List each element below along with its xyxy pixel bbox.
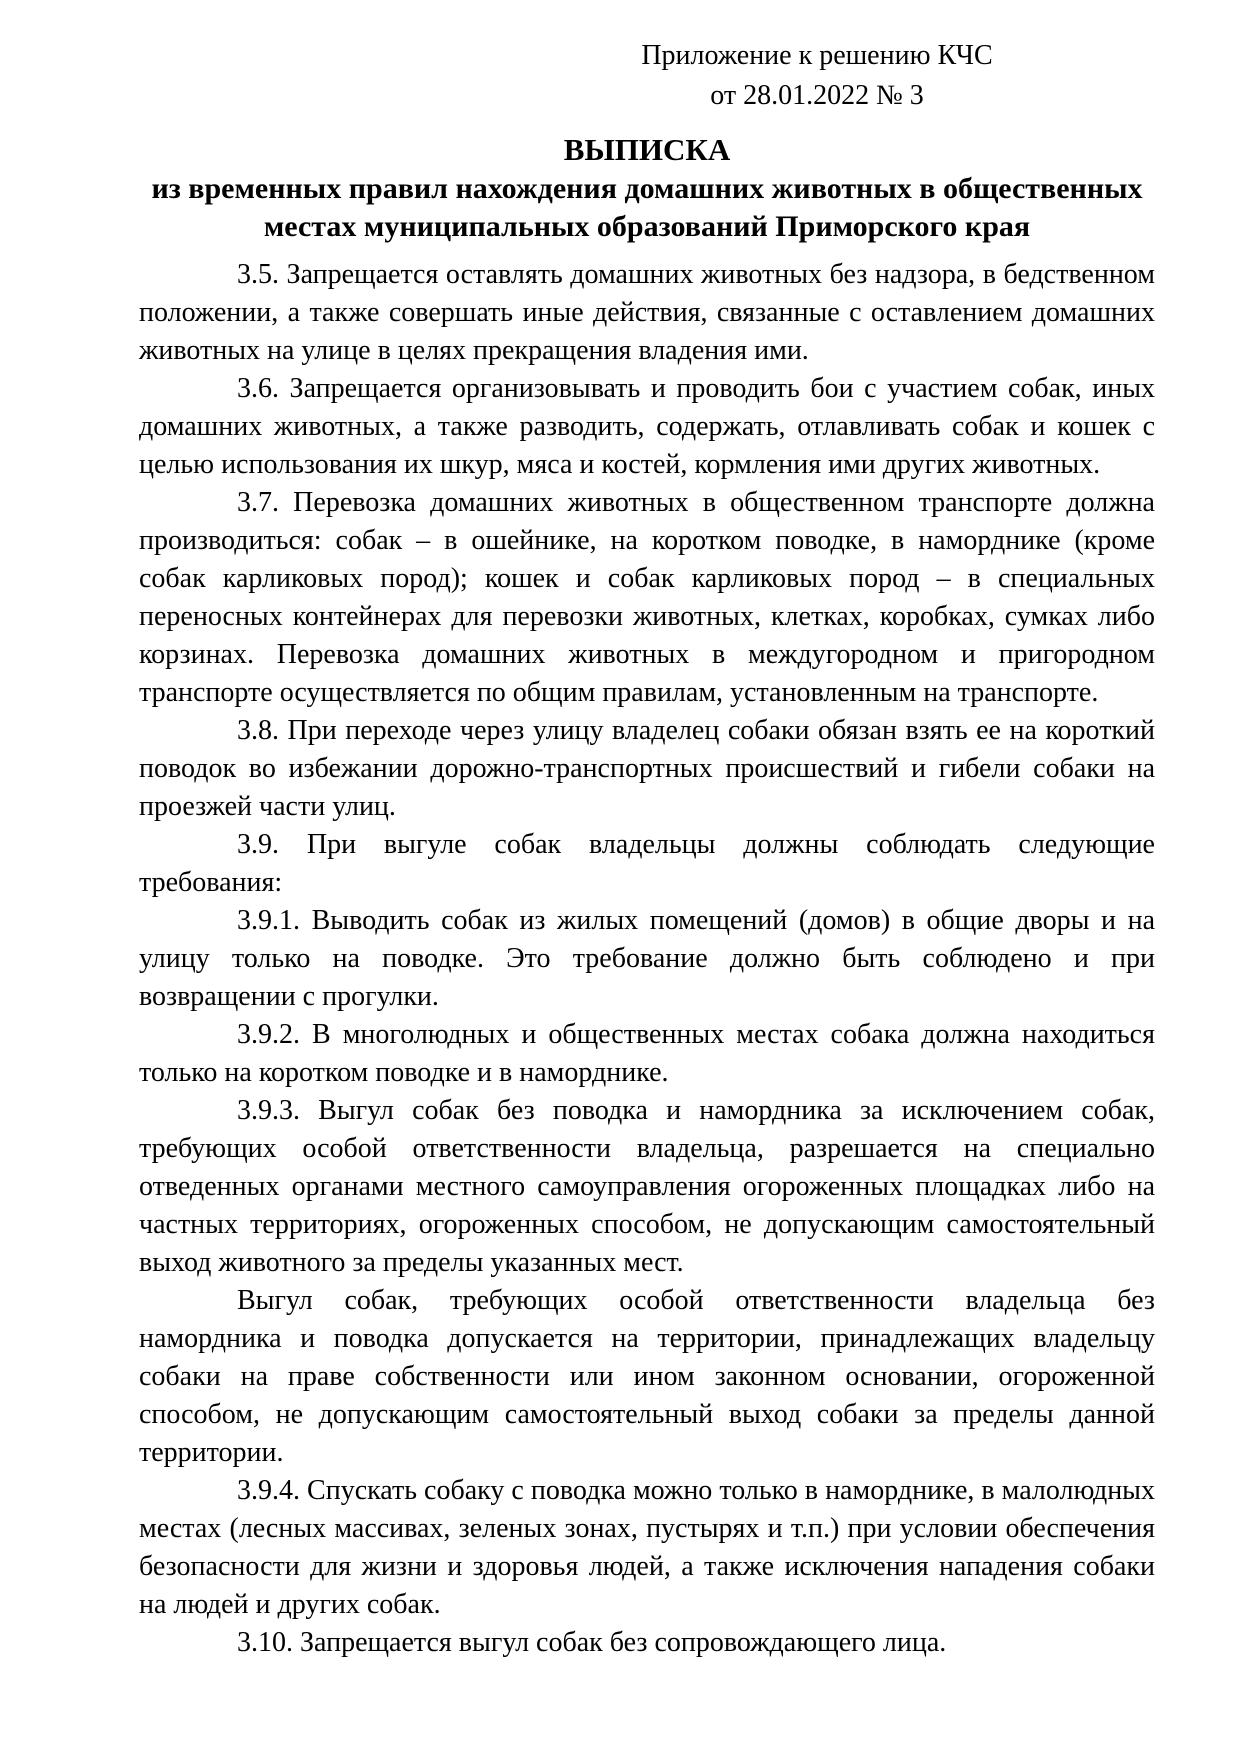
paragraph-3-9-4: 3.9.4. Спускать собаку с поводка можно только в наморднике, в малолюдных местах (лесных массивах, зеленых зонах, пустырях и т.п.) при условии обеспечения безопасности для жизни и здоровья людей, а также исключения нападения собаки на людей и других собак.: [139, 1475, 1155, 1620]
paragraph-3-9-3: 3.9.3. Выгул собак без поводка и намордника за исключением собак, требующих особой ответственности владельца, разрешается на специально отведенных органами местного самоуправления огороженных площадках либо на частных территориях, огороженных способом, не допускающим самостоятельный выход животного за пределы указанных мест.: [139, 1095, 1155, 1278]
document-title: ВЫПИСКА: [563, 132, 731, 167]
paragraph-3-9: 3.9. При выгуле собак владельцы должны соблюдать следующие требования:: [139, 829, 1155, 898]
paragraph-3-5: 3.5. Запрещается оставлять домашних животных без надзора, в бедственном положении, а также совершать иные действия, связанные с оставлением домашних животных на улице в целях прекращения владения ими.: [139, 259, 1155, 366]
appendix-note-line2: от 28.01.2022 № 3: [710, 80, 924, 111]
paragraph-3-9-1: 3.9.1. Выводить собак из жилых помещений (домов) в общие дворы и на улицу только на поводке. Это требование должно быть соблюдено и при возвращении с прогулки.: [139, 905, 1155, 1012]
appendix-note-line1: Приложение к решению КЧС: [641, 40, 993, 71]
document-body: [139, 256, 1155, 1662]
paragraph-3-9-2: 3.9.2. В многолюдных и общественных местах собака должна находиться только на коротком поводке и в наморднике.: [139, 1019, 1155, 1088]
appendix-note: [617, 36, 1017, 116]
document-subtitle: [139, 170, 1155, 246]
document-subtitle-line1: из временных правил нахождения домашних животных в общественных: [151, 172, 1143, 205]
paragraph-3-7: 3.7. Перевозка домашних животных в общественном транспорте должна производиться: собак – в ошейнике, на коротком поводке, в наморднике (кроме собак карликовых пород); кошек и собак карликовых пород – в специальных переносных контейнерах для перевозки животных, клетках, коробках, сумках либо корзинах. Перевозка домашних животных в междугородном и пригородном транспорте осуществляется по общим правилам, установленным на транспорте.: [139, 487, 1155, 708]
paragraph-3-8: 3.8. При переходе через улицу владелец собаки обязан взять ее на короткий поводок во избежании дорожно-транспортных происшествий и гибели собаки на проезжей части улиц.: [139, 715, 1155, 822]
document-subtitle-line2: местах муниципальных образований Приморского края: [263, 210, 1031, 243]
paragraph-3-6: 3.6. Запрещается организовывать и проводить бои с участием собак, иных домашних животных, а также разводить, содержать, отлавливать собак и кошек с целью использования их шкур, мяса и костей, кормления ими других животных.: [139, 373, 1155, 480]
paragraph-unnumbered: Выгул собак, требующих особой ответственности владельца без намордника и поводка допускается на территории, принадлежащих владельцу собаки на праве собственности или ином законном основании, огороженной способом, не допускающим самостоятельный выход собаки за пределы данной территории.: [139, 1285, 1155, 1468]
paragraph-3-10: 3.10. Запрещается выгул собак без сопровождающего лица.: [237, 1627, 947, 1658]
